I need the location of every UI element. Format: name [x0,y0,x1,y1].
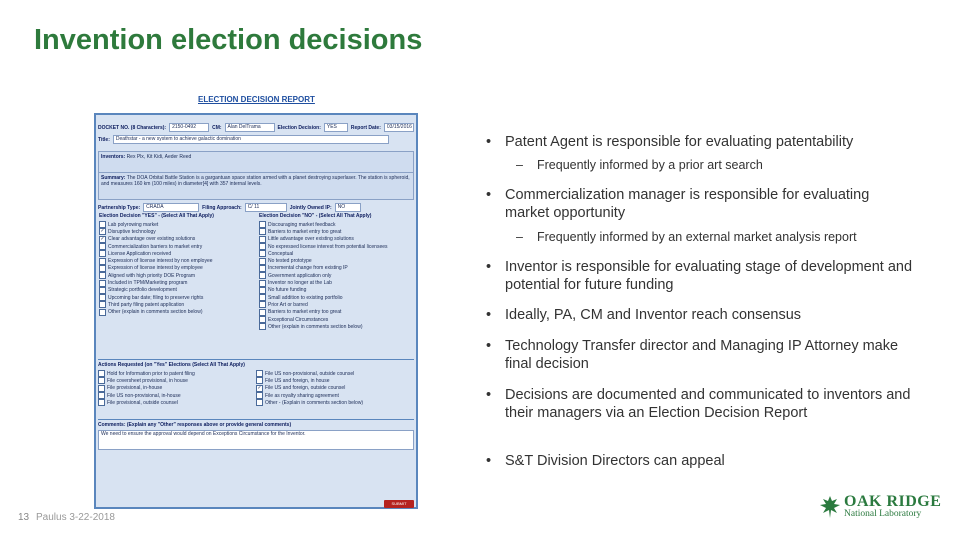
bullet-text: Ideally, PA, CM and Inventor reach consensus [505,307,802,323]
inventors-value: Rex Plx, Kit Kidi, Aeder Reed [126,154,192,160]
logo-main-text: OAK RIDGE [844,493,942,510]
actions-heading: Actions Requested (on "Yes" Elections (Select All That Apply) [98,362,245,368]
no-options-column [259,213,413,330]
checkbox[interactable] [99,287,106,294]
checkbox-label: File US non-provisional, in-house [107,392,181,399]
checkbox[interactable] [259,287,266,294]
checkbox-option[interactable] [259,323,413,330]
summary-label: Summary: [101,175,126,181]
checkbox-label: Lab polyrowing market [108,221,159,228]
checkbox-label: Inventor no longer at the Lab [268,280,332,287]
logo-text [844,494,941,520]
checkbox-label: File as royalty sharing agreement [265,392,339,399]
checkbox-label: File provisional, in-house [107,385,163,392]
checkbox-option[interactable] [259,301,413,308]
checkbox-label: No expressed license interest from potential licensees [268,243,388,250]
no-heading: Election Decision "NO" - (Select All That Apply) [259,213,372,219]
oak-ridge-leaf-icon [819,495,841,519]
checkbox[interactable]: ✓ [100,228,105,235]
docket-label: DOCKET NO. (8 Characters): [98,124,167,131]
checkbox-label: Clear advantage over existing solutions [108,236,196,243]
partnership-row [98,203,414,212]
checkbox[interactable] [99,250,106,257]
checkbox-label: Conceptual [268,250,294,257]
checkbox-option[interactable] [259,309,413,316]
bullet-item [486,134,916,152]
checkbox-option[interactable] [99,257,253,264]
checkbox[interactable] [259,243,266,250]
election-decision-form [94,113,418,509]
checkbox[interactable] [98,370,105,377]
checkbox-label: Upcoming bar date; filing to preserve rights [108,294,204,301]
sub-bullet-glyph: – [516,158,523,172]
checkbox[interactable] [99,221,106,228]
checkbox-option[interactable] [99,228,253,235]
checkbox[interactable] [259,323,266,330]
checkbox-label: Barriers to market entry too great [268,309,342,316]
checkbox-label: Aligned with high priority DOE Program [108,272,195,279]
yes-options-list [99,221,253,316]
bullet-text: Commercialization manager is responsible for evaluating market opportunity [505,187,870,221]
checkbox[interactable] [98,377,105,384]
checkbox-label: Government application only [268,272,332,279]
bullet-item [486,453,916,471]
report-date-input[interactable]: 03/15/2016 [384,123,414,132]
checkbox[interactable] [99,272,106,279]
checkbox[interactable] [256,392,263,399]
bullet-item [486,187,916,222]
checkbox-label: Barriers to market entry too great [268,228,342,235]
checkbox-option[interactable] [259,316,413,323]
docket-input[interactable]: 2150-0492 [169,123,209,132]
checkbox[interactable] [259,316,266,323]
bullet-glyph: • [486,338,492,354]
checkbox-option[interactable] [99,301,253,308]
actions-section [98,359,414,406]
checkbox[interactable] [259,272,266,279]
page-number: 13 [18,512,30,523]
bullet-glyph: • [486,387,492,403]
checkbox-option[interactable] [259,265,413,272]
checkbox[interactable] [256,377,263,384]
checkbox-label: Included in TPM/Marketing program [108,280,188,287]
oak-ridge-logo [819,494,941,520]
bullet-glyph: • [486,187,492,203]
checkbox-option[interactable] [99,287,253,294]
partnership-select[interactable]: CRADA [143,203,199,212]
bullet-item [486,259,916,294]
slide-title: Invention election decisions [34,24,423,56]
filing-select[interactable]: C/ 11 [245,203,287,212]
checkbox-option[interactable] [256,392,410,399]
checkbox-label: Expression of license interest by non employee [108,258,213,265]
yes-heading: Election Decision "YES" - (Select All That Apply) [99,213,214,219]
checkbox-label: Commercialization barriers to market entry [108,243,203,250]
checkbox[interactable] [98,385,105,392]
checkbox-option[interactable] [256,385,410,392]
checkbox-option[interactable] [259,257,413,264]
checkbox-label: Small addition to existing portfolio [268,294,343,301]
checkbox-option[interactable] [98,392,252,399]
checkbox-label: License Application received [108,250,172,257]
comments-textarea[interactable]: We need to ensure the approval would depend on Exceptions Circumstance for the Inventor. [98,430,414,450]
checkbox-label: Discouraging market feedback [268,221,336,228]
jointly-select[interactable]: NO [335,203,361,212]
actions-right-list [256,370,410,406]
checkbox[interactable] [99,309,106,316]
checkbox-option[interactable] [99,294,253,301]
bullet-item [486,387,916,422]
checkbox[interactable] [99,265,106,272]
checkbox-label: Exceptional Circumstances [268,316,329,323]
no-options-list [259,221,413,330]
comments-heading: Comments: (Explain any "Other" responses above or provide general comments) [98,422,292,428]
checkbox[interactable]: ✓ [257,384,262,391]
checkbox-label: Third party filing patent application [108,301,185,308]
summary-value: The DOA Orbital Battle Station is a gargantuan space station armed with a planet destroying superlaser. The station is spheroid, and measures 160 km (100 miles) in diameter[4] with 357 internal levels. [101,175,410,187]
sub-bullet-item [516,229,857,245]
checkbox-option[interactable] [98,370,252,377]
logo-sub-text: National Laboratory [844,509,922,519]
checkbox-option[interactable] [259,236,413,243]
report-title: ELECTION DECISION REPORT [198,95,315,104]
checkbox-option[interactable] [256,370,410,377]
checkbox-label: File US and foreign, outside counsel [265,385,346,392]
sub-bullet-text: Frequently informed by a prior art search [537,158,763,172]
checkbox-option[interactable] [259,272,413,279]
checkbox[interactable] [259,294,266,301]
checkbox-label: Expression of license interest by employee [108,265,203,272]
checkbox[interactable] [256,370,263,377]
bullet-glyph: • [486,259,492,275]
checkbox-option[interactable] [99,309,253,316]
checkbox[interactable]: ✓ [100,235,105,242]
checkbox-option[interactable] [259,221,413,228]
checkbox-option[interactable] [256,399,410,406]
checkbox-option[interactable] [259,294,413,301]
checkbox-option[interactable] [99,236,253,243]
checkbox[interactable] [259,250,266,257]
submit-button[interactable]: SUBMIT [384,500,414,508]
checkbox[interactable] [98,392,105,399]
checkbox[interactable] [99,243,106,250]
checkbox[interactable] [99,301,106,308]
checkbox-option[interactable] [259,250,413,257]
partnership-label: Partnership Type: [98,204,141,211]
checkbox-option[interactable] [259,243,413,250]
checkbox-option[interactable] [99,250,253,257]
sub-bullet-text: Frequently informed by an external market analysis report [537,230,857,244]
checkbox-option[interactable] [99,272,253,279]
checkbox-label: File US non-provisional, outside counsel [265,370,355,377]
checkbox-label: File coversheet provisional, in house [107,377,188,384]
checkbox-option[interactable] [259,287,413,294]
checkbox-option[interactable] [98,385,252,392]
checkbox-label: Hold for Information prior to patent filing [107,370,195,377]
bullet-glyph: • [486,134,492,150]
checkbox-label: Strategic portfolio development [108,287,177,294]
comments-section [98,419,414,450]
title-input[interactable]: Deathstar - a new system to achieve galactic domination [113,135,389,144]
checkbox-label: No future funding [268,287,307,294]
footer-text: Paulus 3-22-2018 [36,512,115,523]
checkbox-option[interactable] [98,377,252,384]
docket-row [98,123,414,132]
bullet-text: Patent Agent is responsible for evaluating patentability [505,134,854,150]
checkbox-label: Other (explain in comments section below) [268,323,363,330]
checkbox[interactable] [99,280,106,287]
title-label: Title: [98,136,110,143]
bullet-text: S&T Division Directors can appeal [505,453,725,469]
checkbox-option[interactable] [99,279,253,286]
title-row [98,135,414,144]
checkbox-label: Disruptive technology [108,228,156,235]
sub-bullet-glyph: – [516,230,523,244]
cm-input[interactable]: Alan DelTrama [225,123,275,132]
checkbox[interactable] [259,301,266,308]
election-decision-label: Election Decision: [277,124,321,131]
yes-options-column [99,213,253,316]
inventors-label: Inventors: [101,154,126,160]
checkbox-label: File US and foreign, in house [265,377,330,384]
checkbox-label: No tested prototype [268,258,312,265]
checkbox-label: Little advantage over existing solutions [268,236,354,243]
checkbox-label: Other (explain in comments section below) [108,309,203,316]
filing-label: Filing Approach: [202,204,242,211]
bullet-glyph: • [486,307,492,323]
checkbox-option[interactable] [256,377,410,384]
checkbox-option[interactable] [99,243,253,250]
inventors-field[interactable] [98,151,414,173]
checkbox[interactable] [259,280,266,287]
checkbox-label: File provisional, outside counsel [107,399,178,406]
checkbox-label: Incremental change from existing IP [268,265,348,272]
checkbox[interactable] [259,265,266,272]
checkbox[interactable] [259,228,266,235]
jointly-label: Jointly Owned IP: [289,204,332,211]
election-decision-select[interactable]: YES [324,123,348,132]
checkbox-option[interactable] [259,228,413,235]
checkbox[interactable] [259,221,266,228]
checkbox[interactable] [99,294,106,301]
sub-bullet-item [516,157,763,173]
bullet-item [486,338,916,373]
bullet-text: Technology Transfer director and Managing IP Attorney make final decision [505,338,899,372]
actions-left-list [98,370,252,406]
checkbox-label: Prior Art or barred [268,301,308,308]
checkbox-option[interactable] [99,265,253,272]
bullet-text: Decisions are documented and communicated to inventors and their managers via an Election Decision Report [505,387,911,421]
checkbox-label: Other - (Explain in comments section below) [265,399,364,406]
checkbox[interactable] [99,258,106,265]
checkbox[interactable] [259,258,266,265]
report-date-label: Report Date: [350,124,381,131]
bullet-text: Inventor is responsible for evaluating stage of development and potential for future funding [505,259,913,293]
checkbox-option[interactable] [259,279,413,286]
checkbox[interactable] [98,399,105,406]
summary-field[interactable] [98,172,414,200]
cm-label: CM: [212,124,222,131]
bullet-item [486,307,916,325]
checkbox[interactable] [259,236,266,243]
bullet-glyph: • [486,453,492,469]
checkbox[interactable] [259,309,266,316]
checkbox[interactable] [256,399,263,406]
checkbox-option[interactable] [98,399,252,406]
checkbox-option[interactable] [99,221,253,228]
